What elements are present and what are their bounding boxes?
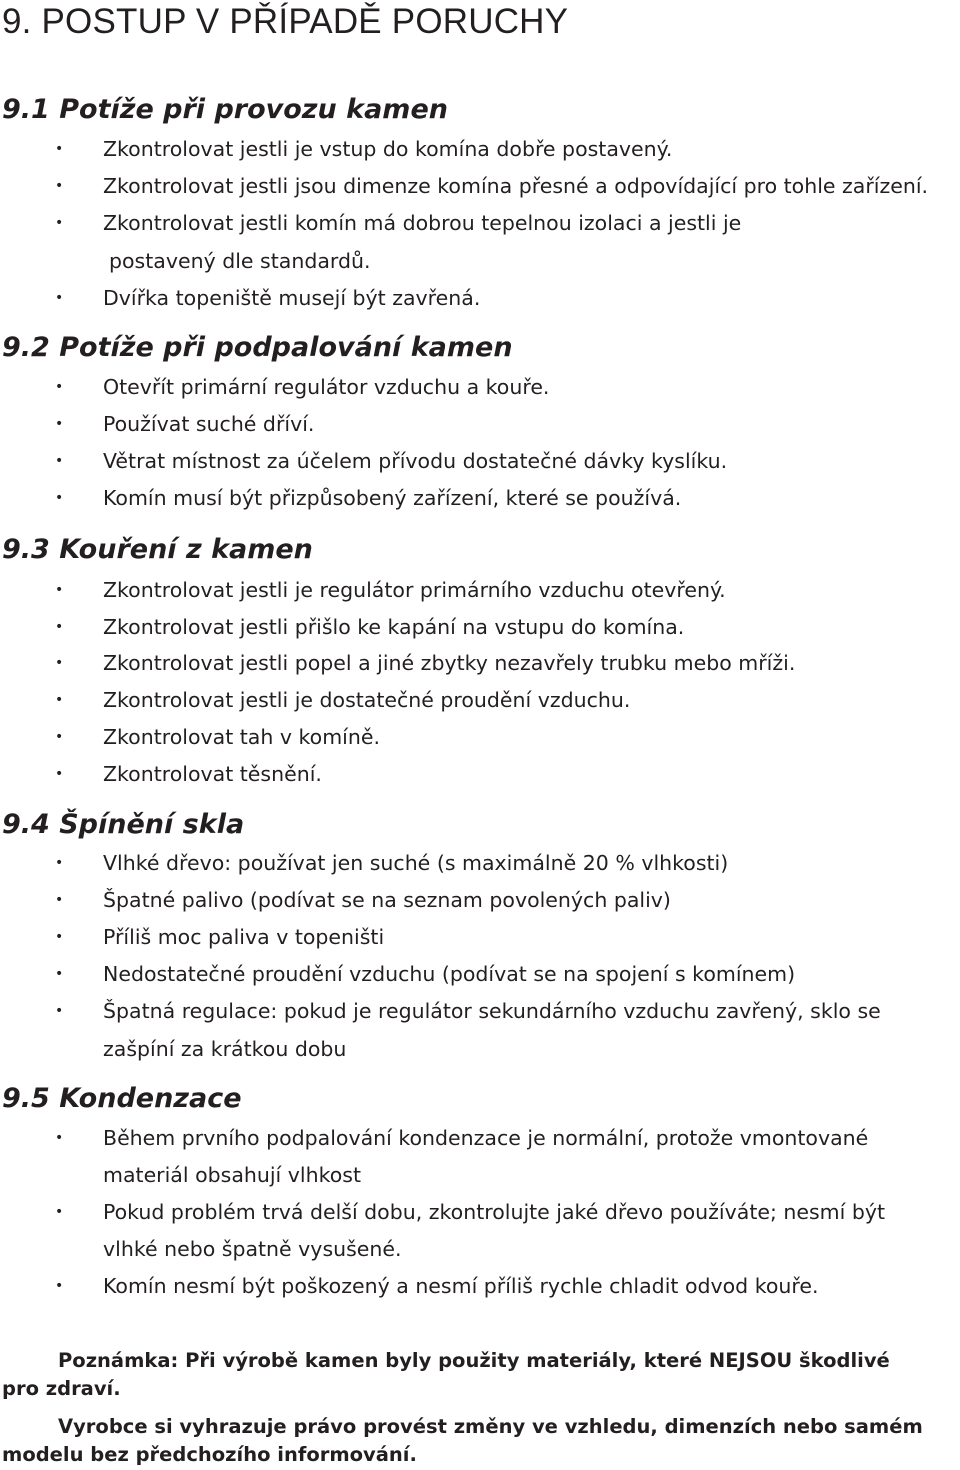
list-item-continuation: zašpíní za krátkou dobu (103, 1037, 347, 1061)
list-item-text: Špatná regulace: pokud je regulátor sekundárního vzduchu zavřený, sklo se (103, 999, 881, 1023)
bullet-icon: • (55, 416, 64, 432)
note-line: pro zdraví. (2, 1377, 121, 1400)
list-item-text: Zkontrolovat těsnění. (103, 762, 322, 786)
note-line: Poznámka: Při výrobě kamen byly použity materiály, které NEJSOU škodlivé (58, 1349, 890, 1372)
bullet-icon: • (55, 141, 64, 157)
list-item-text: Nedostatečné proudění vzduchu (podívat se na spojení s komínem) (103, 962, 796, 986)
list-item-text: Otevřít primární regulátor vzduchu a kouře. (103, 375, 550, 399)
bullet-icon: • (55, 178, 64, 194)
section-heading: 9.1 Potíže při provozu kamen (2, 94, 448, 125)
list-item-text: Zkontrolovat jestli jsou dimenze komína přesné a odpovídající pro tohle zařízení. (103, 174, 929, 198)
bullet-icon: • (55, 929, 64, 945)
list-item-text: Zkontrolovat jestli je vstup do komína dobře postavený. (103, 137, 673, 161)
list-item-continuation: vlhké nebo špatně vysušené. (103, 1237, 402, 1261)
bullet-icon: • (55, 966, 64, 982)
bullet-icon: • (55, 855, 64, 871)
note-paragraph (2, 1413, 958, 1469)
list-item-text: Pokud problém trvá delší dobu, zkontrolujte jaké dřevo používáte; nesmí být (103, 1200, 886, 1224)
bullet-icon: • (55, 766, 64, 782)
bullet-icon: • (55, 290, 64, 306)
list-item-continuation: materiál obsahují vlhkost (103, 1163, 361, 1187)
list-item-text: Komín nesmí být poškozený a nesmí příliš rychle chladit odvod kouře. (103, 1274, 819, 1298)
bullet-icon: • (55, 729, 64, 745)
bullet-icon: • (55, 379, 64, 395)
bullet-icon: • (55, 215, 64, 231)
section-heading: 9.3 Kouření z kamen (2, 534, 313, 565)
list-item-text: Příliš moc paliva v topeništi (103, 925, 385, 949)
bullet-icon: • (55, 1278, 64, 1294)
bullet-icon: • (55, 655, 64, 671)
list-item-text: Během prvního podpalování kondenzace je normální, protože vmontované (103, 1126, 869, 1150)
note-line: modelu bez předchozího informování. (2, 1443, 417, 1466)
list-item-text: Vlhké dřevo: používat jen suché (s maximálně 20 % vlhkosti) (103, 851, 729, 875)
section-heading: 9.5 Kondenzace (2, 1083, 242, 1114)
list-item-text: Používat suché dříví. (103, 412, 315, 436)
bullet-icon: • (55, 892, 64, 908)
bullet-icon: • (55, 1204, 64, 1220)
section-heading: 9.4 Špínění skla (2, 809, 245, 840)
bullet-icon: • (55, 692, 64, 708)
list-item-text: Špatné palivo (podívat se na seznam povolených paliv) (103, 888, 671, 912)
list-item-text: Zkontrolovat jestli přišlo ke kapání na vstupu do komína. (103, 615, 685, 639)
list-item-continuation: postavený dle standardů. (109, 249, 371, 273)
bullet-icon: • (55, 619, 64, 635)
list-item-text: Dvířka topeniště musejí být zavřená. (103, 286, 481, 310)
bullet-icon: • (55, 1130, 64, 1146)
bullet-icon: • (55, 582, 64, 598)
list-item-text: Zkontrolovat jestli komín má dobrou tepelnou izolaci a jestli je (103, 211, 742, 235)
bullet-icon: • (55, 1003, 64, 1019)
page-title: 9. POSTUP V PŘÍPADĚ PORUCHY (2, 2, 569, 41)
list-item-text: Zkontrolovat jestli je dostatečné proudění vzduchu. (103, 688, 631, 712)
bullet-icon: • (55, 453, 64, 469)
list-item-text: Zkontrolovat jestli je regulátor primárního vzduchu otevřený. (103, 578, 726, 602)
bullet-icon: • (55, 490, 64, 506)
section-heading: 9.2 Potíže při podpalování kamen (2, 332, 513, 363)
list-item-text: Komín musí být přizpůsobený zařízení, které se používá. (103, 486, 682, 510)
note-line: Vyrobce si vyhrazuje právo provést změny ve vzhledu, dimenzích nebo samém (58, 1415, 923, 1438)
list-item-text: Zkontrolovat jestli popel a jiné zbytky nezavřely trubku mebo mříži. (103, 651, 796, 675)
list-item-text: Zkontrolovat tah v komíně. (103, 725, 380, 749)
note-paragraph (2, 1347, 958, 1403)
list-item-text: Větrat místnost za účelem přívodu dostatečné dávky kyslíku. (103, 449, 728, 473)
